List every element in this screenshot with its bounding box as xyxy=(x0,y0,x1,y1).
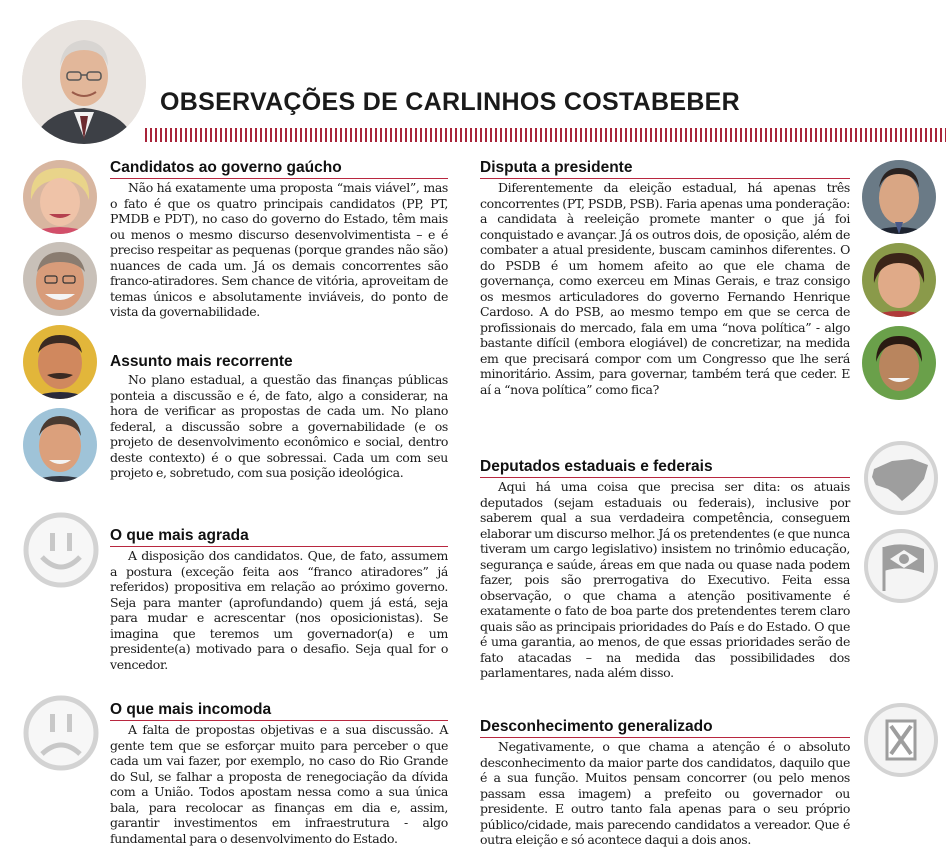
section-body: Diferentemente da eleição estadual, há apenas três concorrentes (PT, PSDB, PSB). Faria apenas uma ponderação: a candidata à reeleição promete manter o que já foi conquistado e avançar. Já os outros dois, de oposição, além de combater a atual presidente, buscam caminhos diferentes. O do PSDB é um homem afeito ao que ele chama de governança, como exerceu em Minas Gerais, e traz consigo os mesmos articuladores do governo Fernando Henrique Cardoso. A do PSB, ao mesmo tempo em que se cerca de profissionais do mercado, fala em uma “nova política” - algo bastante difícil (embora elogiável) de concretizar, na medida em que precisará compor com um Congresso que lhe será minoritário. Assim, para governar, também terá que ceder. E aí a “nova política” como fica? xyxy=(480,180,850,397)
page-title: OBSERVAÇÕES DE CARLINHOS COSTABEBER xyxy=(160,88,741,116)
section-presidente xyxy=(480,159,850,397)
candidate-portrait-6 xyxy=(862,243,936,317)
candidate-portrait-3 xyxy=(23,325,97,399)
candidate-portrait-4 xyxy=(23,408,97,482)
happy-face-icon xyxy=(22,511,100,589)
section-title: Candidatos ao governo gaúcho xyxy=(110,159,342,176)
section-body: A falta de propostas objetivas e a sua discussão. A gente tem que se esforçar muito para perceber o que cada um vai fazer, por exemplo, no caso do Rio Grande do Sul, se falhar a proposta de renegociação da dívida com a União. Todos apostam nessa como a sua única bala, para recolocar as finanças em dia e, assim, garantir investimentos em infraestrutura - algo fundamental para o desenvolvimento do Estado. xyxy=(110,722,448,846)
section-desconhecimento xyxy=(480,718,850,848)
section-body: Negativamente, o que chama a atenção é o absoluto desconhecimento da maior parte dos candidatos, daquilo que é a sua função. Muitos pensam concorrer (ou pelo menos passam essa imagem) a prefeito ou governador ou presidente. E outro tanto fala apenas para o seu próprio público/cidade, mais parecendo candidatos a vereador. Que é outra eleição e só acontece daqui a dois anos. xyxy=(480,739,850,847)
rio-grande-do-sul-map-icon xyxy=(862,439,940,517)
section-candidatos xyxy=(110,159,448,320)
section-rule xyxy=(480,737,850,738)
candidate-portrait-2 xyxy=(23,242,97,316)
section-title: Disputa a presidente xyxy=(480,159,633,176)
ballot-x-icon xyxy=(862,701,940,779)
sad-face-icon xyxy=(22,694,100,772)
section-agrada xyxy=(110,527,448,672)
section-rule xyxy=(110,178,448,179)
columnist-photo xyxy=(22,20,146,144)
section-rule xyxy=(480,178,850,179)
section-title: Deputados estaduais e federais xyxy=(480,458,713,475)
section-body: A disposição dos candidatos. Que, de fato, assumem a postura (exceção feita aos “franco atiradores” já referidos) propositiva em relação ao próximo governo. Seja para manter (aprofundando) quem já está, seja para mudar e acrescentar (nos oposicionistas). Se imagina que teremos um governador(a) e um presidente(a) motivado para o desafio. Seja qual for o vencedor. xyxy=(110,548,448,672)
section-body: Aqui há uma coisa que precisa ser dita: os atuais deputados (sejam estaduais ou federais), inclusive por saberem qual a sua verdadeira competência, conseguem elaborar um discurso melhor. Já os pretendentes (e que nunca tiveram um cargo legislativo) insistem no trinômio educação, segurança e saúde, áreas em que nada ou quase nada podem fazer, pois são prerrogativa do Executivo. Feita essa observação, o que chama a atenção positivamente é exatamente o fato de boa parte dos pretendentes terem claro quais são as principais prioridades do País e do Estado. O que é uma garantia, ao menos, de que essas prioridades serão de fato atacadas – na medida das possibilidades dos parlamentares, nada além disso. xyxy=(480,479,850,680)
section-rule xyxy=(480,477,850,478)
section-title: O que mais agrada xyxy=(110,527,249,544)
section-body: Não há exatamente uma proposta “mais viável”, mas o fato é que os quatro principais candidatos (PP, PT, PMDB e PDT), no caso do governo do Estado, têm mais ou menos o mesmo discurso desenvolvimentista – e é preciso respeitar as pequenas (porque grandes não são) nuances de cada um. Já os demais concorrentes são franco-atiradores. Sem chance de vitória, aproveitam de temas únicos e absolutamente inviáveis, do ponto de vista da governabilidade. xyxy=(110,180,448,319)
section-recorrente xyxy=(110,353,448,481)
section-title: Assunto mais recorrente xyxy=(110,353,293,370)
section-rule xyxy=(110,546,448,547)
section-incomoda xyxy=(110,701,448,846)
section-rule xyxy=(110,720,448,721)
section-title: Desconhecimento generalizado xyxy=(480,718,713,735)
candidate-portrait-5 xyxy=(862,160,936,234)
candidate-portrait-1 xyxy=(23,160,97,234)
section-deputados xyxy=(480,458,850,681)
candidate-portrait-7 xyxy=(862,326,936,400)
decorative-stripes xyxy=(145,128,946,142)
section-title: O que mais incomoda xyxy=(110,701,272,718)
brazil-flag-icon xyxy=(862,527,940,605)
section-body: No plano estadual, a questão das finanças públicas ponteia a discussão e é, de fato, algo a considerar, na hora de verificar as propostas de cada um. No plano federal, a discussão sobre a governabilidade (e os projeto de desenvolvimento econômico e social, dentro deste contexto) é o que sobressai. Cada um com seu projeto e, sobretudo, com sua posição ideológica. xyxy=(110,372,448,480)
